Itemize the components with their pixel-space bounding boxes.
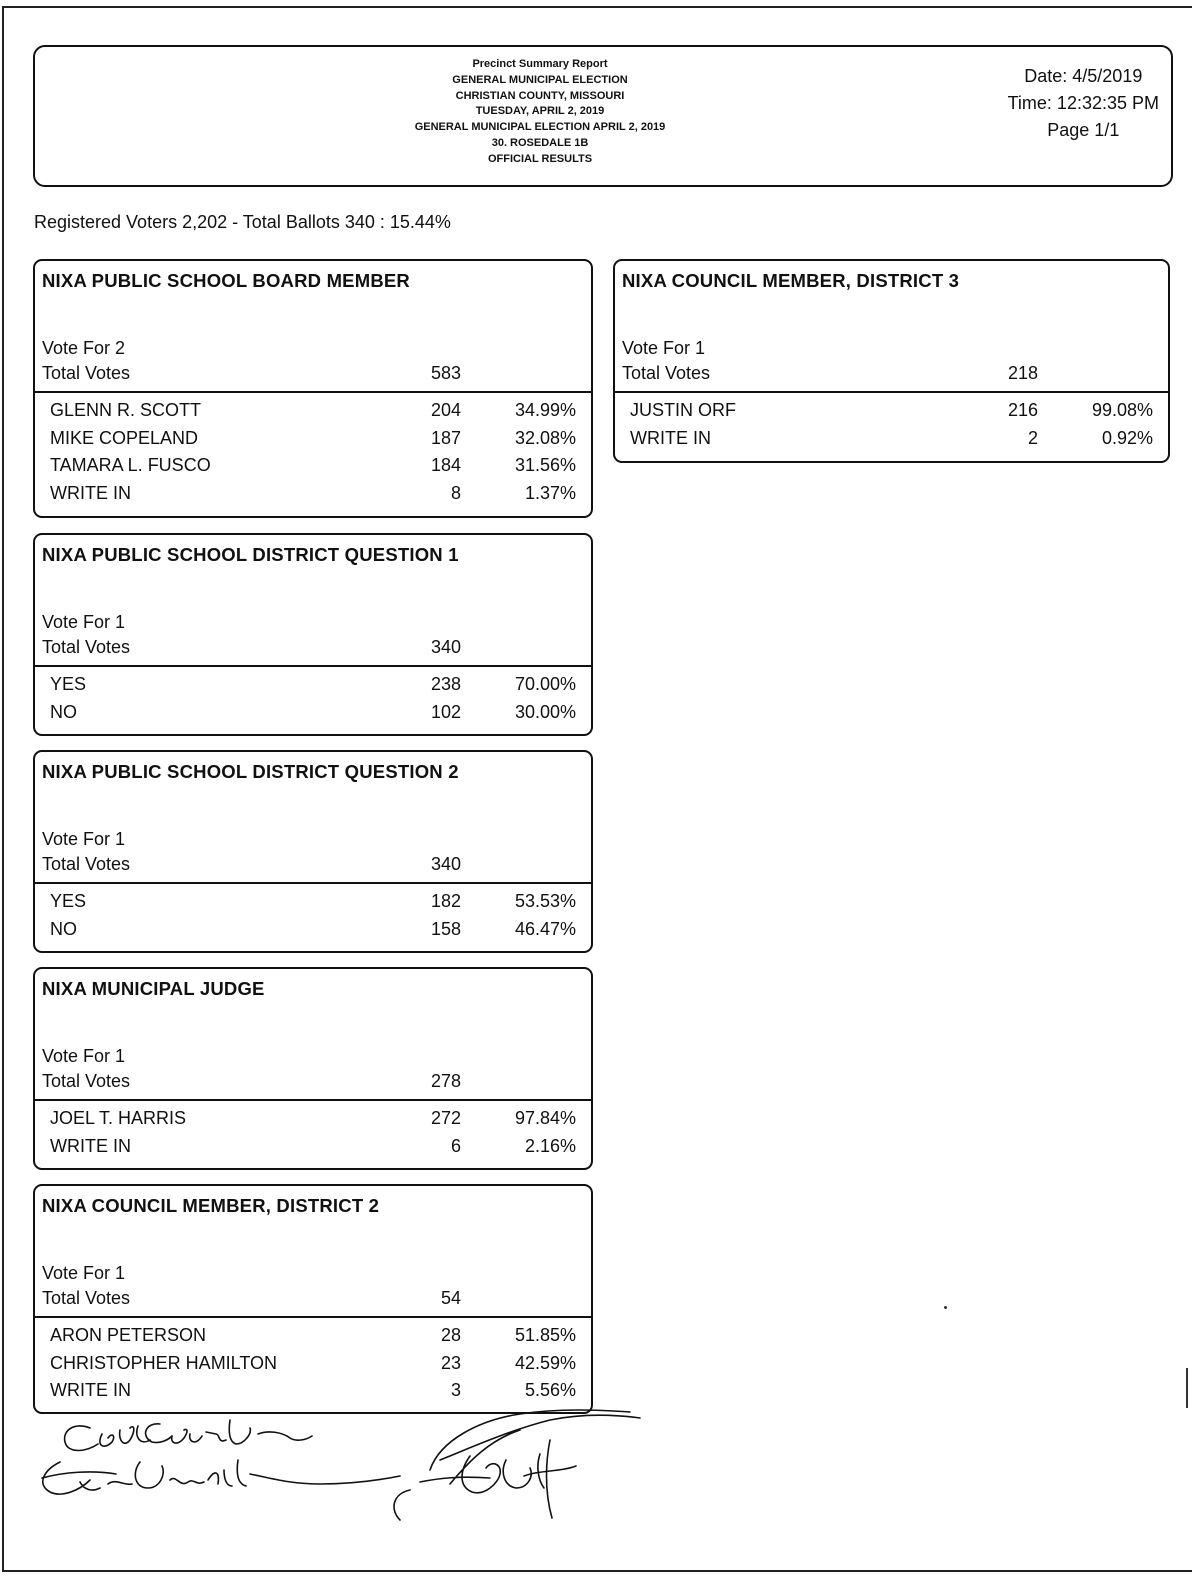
scan-speck [944, 1306, 947, 1309]
candidate-row [35, 1136, 591, 1164]
contest-title: NIXA PUBLIC SCHOOL BOARD MEMBER [42, 270, 410, 291]
contest-box [33, 1184, 593, 1414]
results-status: OFFICIAL RESULTS [487, 152, 593, 165]
candidate-row [35, 891, 591, 919]
candidate-list [35, 400, 591, 511]
candidate-name: NO [50, 918, 77, 939]
total-votes-value: 340 [430, 854, 461, 874]
candidate-votes: 8 [450, 483, 461, 504]
candidate-name: WRITE IN [50, 1380, 131, 1401]
candidate-row [35, 919, 591, 947]
candidate-percent: 32.08% [514, 427, 576, 448]
total-votes-value: 54 [440, 1288, 461, 1308]
candidate-name: TAMARA L. FUSCO [50, 455, 211, 476]
report-meta [1008, 63, 1159, 144]
vote-for-label: Vote For 1 [42, 612, 126, 632]
total-votes-value: 278 [430, 1071, 461, 1091]
total-votes-value: 583 [430, 363, 461, 383]
candidate-percent: 46.47% [514, 918, 576, 939]
candidate-list [35, 891, 591, 946]
candidate-percent: 34.99% [514, 400, 576, 420]
precinct-name: 30. ROSEDALE 1B [491, 136, 589, 149]
contest-box [613, 259, 1170, 463]
candidate-row [35, 1325, 591, 1353]
total-votes-value: 340 [430, 637, 461, 657]
candidate-votes: 3 [450, 1380, 461, 1401]
vote-for-label: Vote For 1 [42, 1046, 126, 1066]
county-name: CHRISTIAN COUNTY, MISSOURI [455, 89, 625, 102]
candidate-list [615, 400, 1168, 455]
header-divider [35, 1099, 591, 1101]
election-name: GENERAL MUNICIPAL ELECTION [452, 73, 628, 86]
report-header [33, 45, 1173, 187]
report-title-block [35, 57, 1045, 168]
election-full-name: GENERAL MUNICIPAL ELECTION APRIL 2, 2019 [414, 121, 666, 134]
candidate-votes: 23 [440, 1352, 461, 1373]
candidate-row [615, 400, 1168, 428]
candidate-row [615, 428, 1168, 456]
contest-title: NIXA PUBLIC SCHOOL DISTRICT QUESTION 1 [42, 544, 459, 565]
contest-box [33, 967, 593, 1170]
candidate-votes: 187 [430, 427, 461, 448]
contest-title: NIXA MUNICIPAL JUDGE [42, 978, 265, 999]
candidate-percent: 99.08% [1091, 400, 1153, 420]
candidate-votes: 2 [1027, 427, 1038, 448]
report-time: Time: 12:32:35 PM [1007, 93, 1159, 113]
candidate-votes: 182 [430, 891, 461, 911]
contest-title: NIXA COUNCIL MEMBER, DISTRICT 2 [42, 1195, 380, 1216]
candidate-votes: 158 [430, 918, 461, 939]
candidate-name: CHRISTOPHER HAMILTON [50, 1352, 278, 1373]
candidate-name: NO [50, 701, 77, 722]
contest-box [33, 259, 593, 518]
candidate-votes: 184 [430, 455, 461, 476]
header-divider [615, 391, 1168, 393]
candidate-percent: 2.16% [524, 1135, 576, 1156]
candidate-row [35, 702, 591, 730]
candidate-percent: 70.00% [514, 674, 576, 694]
total-votes-label: Total Votes [42, 637, 131, 657]
total-votes-label: Total Votes [42, 1288, 131, 1308]
contest-box [33, 533, 593, 736]
candidate-votes: 102 [430, 701, 461, 722]
total-votes-label: Total Votes [42, 1071, 131, 1091]
candidate-percent: 5.56% [524, 1380, 576, 1401]
candidate-percent: 97.84% [514, 1108, 576, 1128]
candidate-list [35, 1325, 591, 1408]
candidate-votes: 216 [1007, 400, 1038, 420]
header-divider [35, 882, 591, 884]
candidate-row [35, 400, 591, 428]
candidate-name: WRITE IN [630, 427, 711, 448]
header-divider [35, 1316, 591, 1318]
vote-for-label: Vote For 1 [42, 1263, 126, 1283]
candidate-votes: 272 [430, 1108, 461, 1128]
candidate-row [35, 428, 591, 456]
candidate-name: WRITE IN [50, 483, 131, 504]
report-page: Page 1/1 [1047, 120, 1120, 140]
header-divider [35, 391, 591, 393]
candidate-name: MIKE COPELAND [50, 427, 199, 448]
candidate-percent: 1.37% [524, 483, 576, 504]
handwritten-signatures [20, 1400, 660, 1550]
candidate-percent: 51.85% [514, 1325, 576, 1345]
header-divider [35, 665, 591, 667]
scan-edge-mark [1186, 1368, 1188, 1408]
candidate-percent: 30.00% [514, 701, 576, 722]
turnout-summary: Registered Voters 2,202 - Total Ballots 340 : 15.44% [34, 212, 451, 232]
candidate-name: GLENN R. SCOTT [50, 400, 202, 420]
candidate-percent: 42.59% [514, 1352, 576, 1373]
vote-for-label: Vote For 2 [42, 338, 126, 358]
total-votes-label: Total Votes [42, 363, 131, 383]
candidate-percent: 31.56% [514, 455, 576, 476]
contest-box [33, 750, 593, 953]
candidate-row [35, 674, 591, 702]
total-votes-value: 218 [1007, 363, 1038, 383]
candidate-name: JOEL T. HARRIS [50, 1108, 187, 1128]
candidate-percent: 0.92% [1101, 427, 1153, 448]
total-votes-label: Total Votes [42, 854, 131, 874]
election-date: TUESDAY, APRIL 2, 2019 [475, 105, 605, 118]
total-votes-label: Total Votes [622, 363, 711, 383]
candidate-votes: 204 [430, 400, 461, 420]
candidate-list [35, 674, 591, 729]
report-title: Precinct Summary Report [472, 58, 608, 70]
candidate-row [35, 1108, 591, 1136]
candidate-votes: 28 [440, 1325, 461, 1345]
contest-title: NIXA PUBLIC SCHOOL DISTRICT QUESTION 2 [42, 761, 459, 782]
candidate-votes: 6 [450, 1135, 461, 1156]
candidate-name: YES [50, 891, 87, 911]
candidate-percent: 53.53% [514, 891, 576, 911]
report-date: Date: 4/5/2019 [1024, 66, 1143, 86]
candidate-name: YES [50, 674, 87, 694]
vote-for-label: Vote For 1 [622, 338, 706, 358]
candidate-row [35, 483, 591, 511]
candidate-votes: 238 [430, 674, 461, 694]
candidate-row [35, 455, 591, 483]
candidate-row [35, 1353, 591, 1381]
vote-for-label: Vote For 1 [42, 829, 126, 849]
candidate-name: WRITE IN [50, 1135, 131, 1156]
candidate-name: ARON PETERSON [50, 1325, 207, 1345]
candidate-list [35, 1108, 591, 1163]
contest-title: NIXA COUNCIL MEMBER, DISTRICT 3 [622, 270, 960, 291]
candidate-name: JUSTIN ORF [630, 400, 736, 420]
